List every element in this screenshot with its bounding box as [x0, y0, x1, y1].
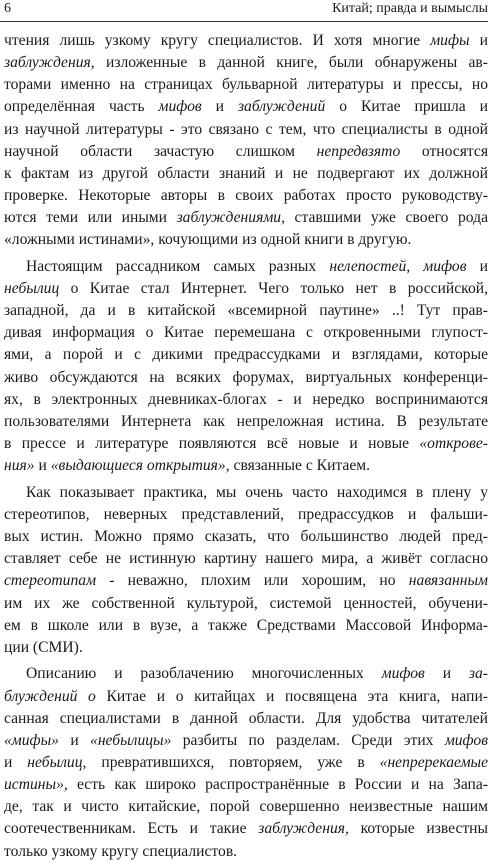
text-run: и — [469, 32, 488, 49]
text-line — [4, 841, 488, 863]
text-run: ции (СМИ). — [4, 638, 83, 656]
text-run: соотечественникам. Есть и такие — [4, 820, 259, 838]
text-run: разбиты по разделам. Среди этих — [171, 731, 445, 749]
text-run: и — [201, 98, 238, 116]
italic-term: «небылицы» — [90, 731, 172, 749]
italic-term: ния» — [4, 457, 35, 475]
italic-term: небылиц, — [27, 754, 87, 771]
italic-term: за- — [468, 665, 488, 683]
italic-term: заблуждениями, — [176, 209, 285, 227]
text-run: Описанию и разоблачению многочисленных — [26, 665, 382, 683]
italic-term: заблуждений — [237, 98, 326, 116]
text-run: связанные с Китаем. — [229, 457, 371, 475]
text-line — [4, 141, 488, 163]
text-run: Китае и о китайцах и посвящена эта книга, напи- — [95, 687, 488, 705]
text-run: научной области зачастую слишком — [4, 142, 317, 160]
text-line — [4, 119, 488, 141]
text-line — [4, 548, 488, 570]
text-run: есть как широко распространённые в России и на Запа- — [67, 776, 488, 794]
text-line — [4, 52, 488, 74]
text-line — [4, 344, 488, 366]
text-line — [4, 30, 488, 52]
text-run: определённая часть — [4, 98, 159, 116]
italic-term: стереотипам — [4, 572, 97, 590]
text-run: вых истин. Можно прямо сказать, что большинство людей пред- — [4, 528, 488, 546]
text-run: торами именно на страницах бульварной литературы и прессы, но — [4, 76, 488, 94]
paragraph — [4, 30, 488, 251]
text-line — [4, 322, 488, 344]
running-title: Китай; правда и вымыслы — [332, 1, 488, 16]
text-run: ставшими уже своего рода — [285, 209, 488, 227]
text-line — [4, 389, 488, 411]
text-run: которые известны — [348, 820, 488, 838]
text-line — [4, 367, 488, 389]
text-run: о Китае стал Интернет. Чего только нет в российской, — [59, 280, 488, 298]
text-line — [4, 593, 488, 615]
text-run: «ложными истинами», кочующими из одной книги в другую. — [4, 231, 412, 249]
text-line — [4, 96, 488, 118]
text-line — [4, 615, 488, 637]
text-line — [4, 455, 488, 477]
text-line — [4, 752, 488, 774]
italic-term: «выдающиеся открытия», — [50, 457, 230, 475]
text-line — [4, 774, 488, 796]
italic-term: навязанным — [408, 572, 488, 590]
italic-term: непредвзято — [316, 142, 401, 160]
italic-term: блуждений о — [4, 687, 96, 705]
paragraph — [4, 256, 488, 477]
text-line — [4, 686, 488, 708]
text-run: Как показывает практика, мы очень часто находимся в плену у — [26, 483, 488, 501]
page-number: 6 — [4, 1, 11, 16]
text-line — [4, 708, 488, 730]
text-line — [4, 300, 488, 322]
text-line — [4, 526, 488, 548]
text-line — [4, 185, 488, 207]
text-line — [4, 229, 488, 251]
paragraph — [4, 663, 488, 862]
text-run: - неважно, плохим или хорошим, но — [96, 572, 409, 590]
italic-term: нелепостей, мифов — [329, 257, 467, 275]
text-line — [4, 663, 488, 685]
text-run: де, так и чисто китайские, порой совершенно неизвестные нашим — [4, 798, 488, 816]
text-run: относятся — [400, 142, 488, 160]
italic-term: небылиц — [4, 280, 60, 298]
text-run: пользователями Интернета как непреложная истина. В результате — [4, 412, 488, 430]
italic-term: мифов — [444, 731, 488, 749]
text-run: о Китае пришла и — [325, 98, 488, 116]
text-run: и — [58, 731, 91, 749]
text-line — [4, 256, 488, 278]
text-run: ем в школе или в вузе, а также Средствами Массовой Информа- — [4, 616, 488, 634]
text-line — [4, 637, 488, 659]
text-run: стереотипов, неверных представлений, предрассудков и фальши- — [4, 505, 488, 523]
paragraph — [4, 482, 488, 659]
text-line — [4, 482, 488, 504]
italic-term: «открове- — [419, 435, 488, 453]
text-line — [4, 278, 488, 300]
text-line — [4, 207, 488, 229]
text-run: и — [466, 257, 488, 275]
text-run: проверке. Некоторые авторы в своих работах просто руководству- — [4, 186, 488, 204]
text-run: им их же собственной культурой, системой ценностей, обучени- — [4, 594, 488, 612]
italic-term: заблуждения, — [4, 54, 95, 72]
text-line — [4, 411, 488, 433]
text-run: превратившихся, повторяем, уже в — [86, 754, 380, 771]
text-run: ставляет себе не истинную картину нашего мира, а живёт согласно — [4, 550, 488, 568]
page-header — [0, 0, 494, 22]
italic-term: истины», — [4, 776, 68, 794]
italic-term: мифы — [430, 32, 470, 49]
text-run: и — [34, 457, 51, 475]
text-run: в прессе и литературе появляются всё новые и новые — [4, 435, 420, 453]
text-run: ях, в электронных дневниках-блогах - и нередко воспринимаются — [4, 390, 488, 408]
page-body — [4, 30, 488, 863]
text-run: санная специалистами в данной области. Для удобства читателей — [4, 709, 488, 727]
header-rule — [0, 21, 488, 22]
text-run: западной, да и в китайской «всемирной паутине» ..! Тут прав- — [4, 302, 488, 320]
text-line — [4, 570, 488, 592]
text-run: живо обсуждаются на всяких форумах, виртуальных конференци- — [4, 368, 488, 386]
italic-term: «непререкаемые — [379, 754, 488, 771]
text-run: ями, а порой и с дикими предрассудками и взглядами, которые — [4, 346, 488, 364]
text-run: Настоящим рассадником самых разных — [26, 257, 330, 275]
text-run: только узкому кругу специалистов. — [4, 842, 238, 860]
text-run: из научной литературы - это связано с тем, что специалисты в одной — [4, 120, 488, 138]
text-line — [4, 504, 488, 526]
text-line — [4, 730, 488, 752]
italic-term: мифов — [158, 98, 202, 116]
text-run: дивая информация о Китае перемешана с откровенными глупост- — [4, 324, 488, 342]
text-line — [4, 163, 488, 185]
text-line — [4, 433, 488, 455]
text-run: к фактам из другой области знаний и не подвергают их должной — [4, 164, 488, 182]
text-run: чтения лишь узкому кругу специалистов. И хотя многие — [4, 32, 431, 49]
text-run: и — [424, 665, 469, 683]
text-line — [4, 818, 488, 840]
text-line — [4, 74, 488, 96]
text-run: ются теми или иными — [4, 209, 177, 227]
text-run: и — [4, 754, 28, 771]
italic-term: заблуждения, — [258, 820, 349, 838]
text-run: изложенные в данной книге, были обнаружены ав- — [94, 54, 488, 72]
italic-term: мифов — [381, 665, 425, 683]
italic-term: «мифы» — [4, 731, 59, 749]
